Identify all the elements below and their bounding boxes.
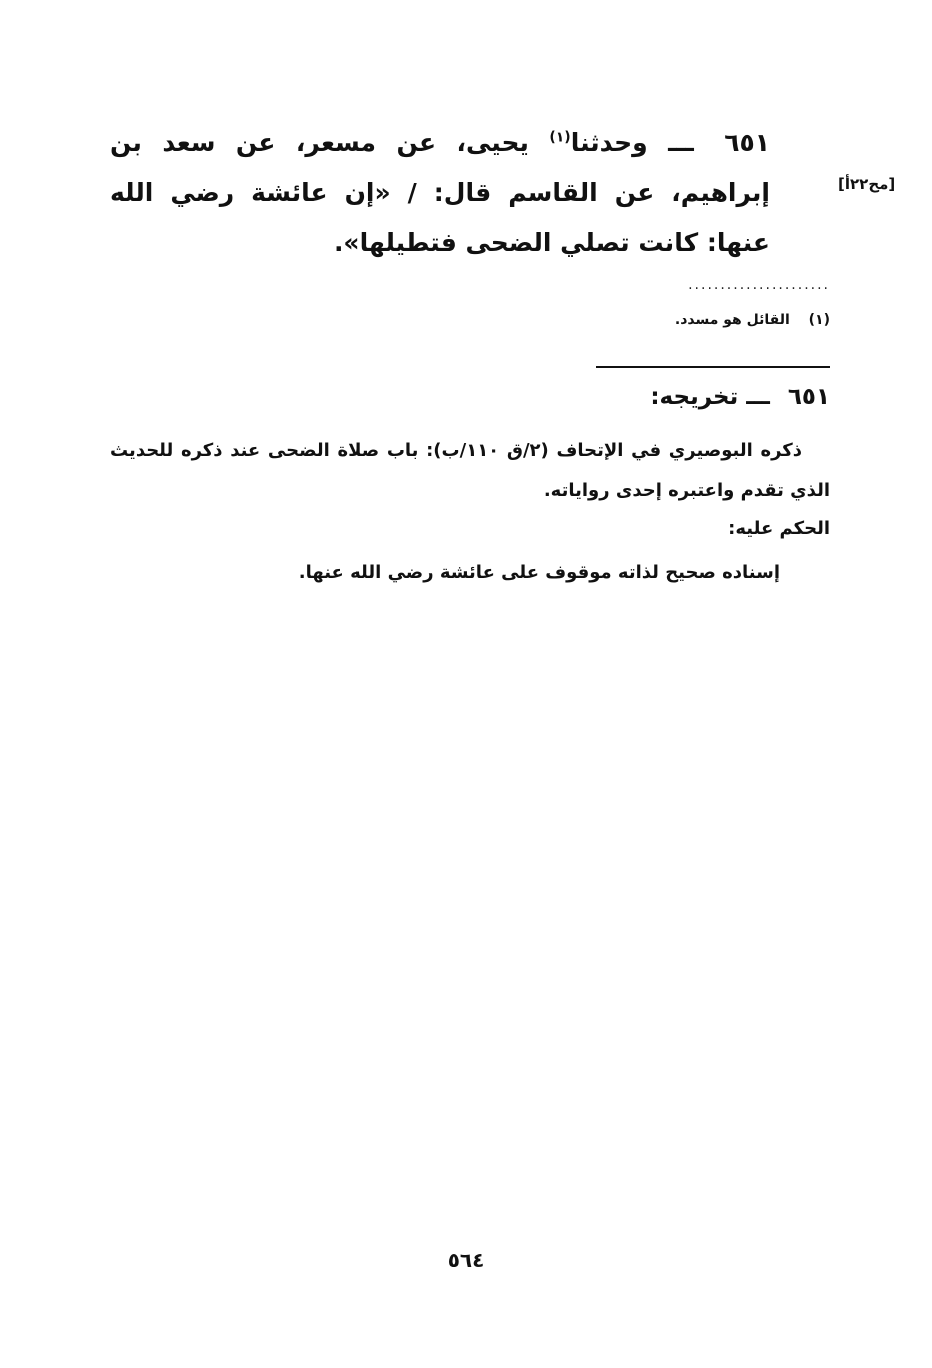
page-number: ٥٦٤ [447,1248,485,1272]
footnote-reference: (١) [549,129,571,146]
footnote [560,312,830,328]
manuscript-margin-note: [مح٢٢أ] [838,175,896,193]
hadith-text-start: وحدثنا [570,128,648,157]
takhrij-title: تخريجه: [650,384,739,410]
hadith-text-body: يحيى، عن مسعر، عن سعد بن إبراهيم، عن القاسم قال: / «إن عائشة رضي الله عنها: كانت تصلي الضحى فتطيلها». [110,128,770,257]
takhrij-text: ذكره البوصيري في الإتحاف (٢/ق ١١٠/ب): باب صلاة الضحى عند ذكره للحديث الذي تقدم واعتبره إحدى رواياته. [110,440,830,501]
hadith-text [110,118,770,268]
hadith-dash: ـــ [668,128,694,157]
hadith-number: ٦٥١ [724,128,770,157]
footnote-text: القائل هو مسدد. [674,312,790,328]
takhrij-number: ٦٥١ [787,384,830,410]
footnote-separator: ...................... [688,277,830,293]
footnote-number: (١) [808,312,830,328]
section-divider [596,366,830,368]
hukm-text: إسناده صحيح لذاته موقوف على عائشة رضي الله عنها. [298,562,780,583]
takhrij-dash: ـــ [746,384,770,410]
hukm-heading: الحكم عليه: [728,518,830,539]
takhrij-heading [500,384,830,410]
